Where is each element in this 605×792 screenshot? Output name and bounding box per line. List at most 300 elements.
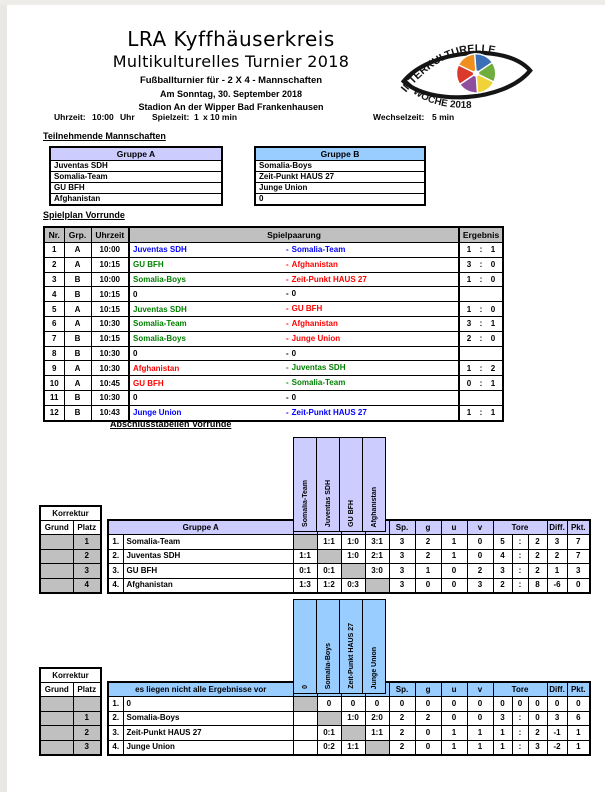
page-title: LRA Kyffhäuserkreis	[127, 27, 335, 51]
platz-label: Platz	[73, 683, 101, 697]
away-team: 0	[291, 392, 297, 402]
wechselzeit-label: Wechselzeit:	[373, 112, 425, 122]
col-pkt: Pkt.	[567, 682, 590, 697]
tore-sep: :	[512, 726, 528, 741]
home-team: Afghanistan	[133, 363, 180, 373]
standings-title-b: es liegen nicht alle Ergebnisse vor	[108, 682, 293, 697]
col-tore: Tore	[493, 520, 547, 535]
match-grp: A	[64, 243, 91, 258]
matrix-result: 2:1	[365, 549, 389, 564]
matrix-result: 1:1	[317, 535, 341, 550]
stat-diff: 2	[547, 549, 567, 564]
stat-g: 2	[415, 711, 441, 726]
match-pairing	[129, 316, 459, 331]
col-g: g	[415, 520, 441, 535]
away-team: Juventas SDH	[291, 363, 346, 373]
stat-u: 1	[441, 726, 467, 741]
matrix-result	[293, 711, 317, 726]
matrix-result	[293, 740, 317, 755]
subtitle-format: Fußballturnier für - 2 X 4 - Mannschaften	[139, 75, 323, 86]
stat-v: 2	[467, 564, 493, 579]
stat-sp: 2	[389, 726, 415, 741]
rotated-team-headers-b	[293, 599, 386, 694]
match-row	[44, 287, 503, 302]
matrix-self	[341, 564, 365, 579]
match-result	[459, 287, 503, 302]
group-a-title: Gruppe A	[50, 147, 222, 161]
match-row	[44, 331, 503, 346]
stat-sp: 3	[389, 578, 415, 593]
stat-diff: -2	[547, 740, 567, 755]
matrix-result: 1:0	[341, 535, 365, 550]
standings-row	[108, 564, 590, 579]
match-nr: 2	[44, 257, 64, 272]
standings-group-a	[39, 437, 590, 590]
stat-v: 0	[467, 535, 493, 550]
match-time: 10:30	[91, 316, 129, 331]
standings-title-a: Gruppe A	[108, 520, 293, 535]
platz-cell: 3	[73, 740, 101, 755]
matrix-self	[365, 740, 389, 755]
match-grp: B	[64, 390, 91, 405]
pair-dash: -	[286, 363, 289, 373]
matrix-result: 0:1	[293, 564, 317, 579]
schedule-header-row	[44, 227, 503, 243]
tore-against: 0	[528, 697, 547, 712]
match-row	[44, 316, 503, 331]
grund-label: Grund	[40, 521, 73, 535]
match-time: 10:00	[91, 243, 129, 258]
matrix-result: 0:3	[341, 578, 365, 593]
standings-row	[108, 711, 590, 726]
match-row	[44, 376, 503, 391]
stat-u: 1	[441, 535, 467, 550]
tore-against: 0	[528, 711, 547, 726]
rotated-team: GU BFH	[347, 500, 355, 527]
rank: 2.	[108, 711, 123, 726]
match-nr: 9	[44, 361, 64, 376]
matrix-self	[317, 549, 341, 564]
matrix-result: 2:0	[365, 711, 389, 726]
match-grp: A	[64, 361, 91, 376]
grund-cell	[40, 711, 73, 726]
tore-sep: :	[512, 535, 528, 550]
match-result: 3 : 1	[459, 316, 503, 331]
tore-for: 3	[493, 564, 512, 579]
stat-pkt: 7	[567, 535, 590, 550]
match-nr: 1	[44, 243, 64, 258]
match-result: 1 : 1	[459, 243, 503, 258]
match-nr: 11	[44, 390, 64, 405]
standings-row	[108, 578, 590, 593]
rotated-team: Junge Union	[370, 646, 378, 689]
logo-text-top: INTERKULTURELLE	[398, 42, 497, 95]
platz-label: Platz	[73, 521, 101, 535]
uhrzeit-unit: Uhr	[120, 112, 135, 122]
pair-dash: -	[286, 259, 289, 269]
pair-dash: -	[286, 333, 289, 343]
match-grp: B	[64, 405, 91, 420]
rotated-team: Zeit-Punkt HAUS 27	[347, 623, 355, 689]
pair-dash: -	[286, 245, 289, 254]
away-team: Afghanistan	[291, 318, 338, 328]
match-grp: A	[64, 302, 91, 317]
match-nr: 8	[44, 346, 64, 361]
col-tore: Tore	[493, 682, 547, 697]
matrix-result: 1:3	[293, 578, 317, 593]
rank: 3.	[108, 726, 123, 741]
teams-heading: Teilnehmende Mannschaften	[43, 131, 166, 141]
col-spielpaarung: Spielpaarung	[129, 227, 459, 243]
grund-cell	[40, 535, 73, 550]
match-grp: B	[64, 331, 91, 346]
platz-cell: 1	[73, 535, 101, 550]
stat-diff: 3	[547, 535, 567, 550]
schedule-table	[43, 226, 504, 422]
tore-for: 3	[493, 711, 512, 726]
pair-dash: -	[286, 274, 289, 284]
tore-against: 2	[528, 726, 547, 741]
col-u: u	[441, 520, 467, 535]
match-time: 10:15	[91, 302, 129, 317]
rank: 4.	[108, 578, 123, 593]
stat-diff: 0	[547, 697, 567, 712]
rotated-team: 0	[301, 685, 309, 689]
stat-u: 0	[441, 564, 467, 579]
match-nr: 10	[44, 376, 64, 391]
match-nr: 4	[44, 287, 64, 302]
team-name: Somalia-Boys	[123, 711, 293, 726]
away-team: Somalia-Team	[291, 378, 346, 388]
stat-pkt: 3	[567, 564, 590, 579]
matrix-result: 0:2	[317, 740, 341, 755]
match-row	[44, 346, 503, 361]
uhrzeit-label: Uhrzeit:	[54, 112, 86, 122]
match-row	[44, 272, 503, 287]
group-a-team: Afghanistan	[50, 194, 222, 206]
interkulturelle-woche-logo	[393, 29, 539, 123]
col-pkt: Pkt.	[567, 520, 590, 535]
matrix-result: 1:1	[341, 740, 365, 755]
matrix-result: 0	[365, 697, 389, 712]
tore-for: 0	[493, 697, 512, 712]
matrix-self	[317, 711, 341, 726]
matrix-result: 0	[341, 697, 365, 712]
platz-cell: 2	[73, 726, 101, 741]
match-pairing	[129, 346, 459, 361]
col-u: u	[441, 682, 467, 697]
match-grp: A	[64, 316, 91, 331]
match-pairing	[129, 376, 459, 391]
stat-g: 0	[415, 726, 441, 741]
rank: 1.	[108, 697, 123, 712]
matrix-result	[293, 726, 317, 741]
col-sp: Sp.	[389, 520, 415, 535]
stat-sp: 3	[389, 564, 415, 579]
home-team: 0	[133, 348, 138, 358]
away-team: Junge Union	[291, 333, 341, 343]
group-b-table	[254, 146, 426, 206]
grund-cell	[40, 740, 73, 755]
tore-against: 2	[528, 535, 547, 550]
tore-sep: :	[512, 740, 528, 755]
matrix-self	[293, 697, 317, 712]
subtitle-venue: Stadion An der Wipper Bad Frankenhausen	[138, 102, 324, 112]
matrix-result: 3:1	[365, 535, 389, 550]
standings-row	[108, 726, 590, 741]
stat-sp: 3	[389, 535, 415, 550]
match-pairing	[129, 272, 459, 287]
team-name: Junge Union	[123, 740, 293, 755]
tore-sep: 0	[512, 697, 528, 712]
matrix-result: 0:1	[317, 726, 341, 741]
group-b-team: 0	[255, 194, 425, 206]
grund-label: Grund	[40, 683, 73, 697]
tore-sep: :	[512, 711, 528, 726]
rank: 3.	[108, 564, 123, 579]
col-nr: Nr.	[44, 227, 64, 243]
tore-against: 3	[528, 740, 547, 755]
match-row	[44, 361, 503, 376]
logo-text-bottom: WOCHE 2018	[410, 86, 472, 111]
match-result: 2 : 0	[459, 331, 503, 346]
stat-diff: 1	[547, 564, 567, 579]
grund-cell	[40, 564, 73, 579]
grund-cell	[40, 578, 73, 593]
matrix-result: 1:2	[317, 578, 341, 593]
standings-row	[108, 697, 590, 712]
match-time: 10:30	[91, 390, 129, 405]
standings-heading: Abschlusstabellen Vorrunde	[110, 419, 232, 429]
group-a-team: Juventas SDH	[50, 161, 222, 172]
korrektur-table-b	[39, 667, 102, 756]
stat-g: 0	[415, 697, 441, 712]
standings-group-b	[39, 599, 590, 752]
tore-for: 1	[493, 726, 512, 741]
pair-dash: -	[286, 348, 289, 358]
match-pairing	[129, 287, 459, 302]
tore-for: 1	[493, 740, 512, 755]
team-name: Somalia-Team	[123, 535, 293, 550]
stat-g: 2	[415, 549, 441, 564]
col-grp: Grp.	[64, 227, 91, 243]
team-name: Zeit-Punkt HAUS 27	[123, 726, 293, 741]
stat-g: 0	[415, 740, 441, 755]
away-team: Afghanistan	[291, 259, 338, 269]
group-a-table	[49, 146, 223, 206]
match-time: 10:43	[91, 405, 129, 420]
scan-edge-top	[0, 0, 605, 5]
match-pairing	[129, 331, 459, 346]
spielzeit-value: 1	[194, 112, 199, 122]
stat-sp: 2	[389, 711, 415, 726]
platz-cell: 4	[73, 578, 101, 593]
rotated-team: Somalia-Boys	[324, 642, 332, 689]
wechselzeit-value: 5 min	[432, 112, 455, 122]
match-result	[459, 346, 503, 361]
match-result	[459, 390, 503, 405]
match-row	[44, 257, 503, 272]
standings-row	[108, 535, 590, 550]
away-team: Zeit-Punkt HAUS 27	[291, 274, 367, 284]
tore-for: 5	[493, 535, 512, 550]
group-b-title: Gruppe B	[255, 147, 425, 161]
match-time: 10:30	[91, 346, 129, 361]
away-team: 0	[291, 289, 297, 299]
col-v: v	[467, 682, 493, 697]
col-ergebnis: Ergebnis	[459, 227, 503, 243]
group-b-team: Zeit-Punkt HAUS 27	[255, 172, 425, 183]
pinwheel-icon	[455, 53, 497, 95]
rotated-team: Somalia-Team	[301, 480, 309, 527]
matrix-self	[341, 726, 365, 741]
stat-v: 0	[467, 697, 493, 712]
standings-row	[108, 549, 590, 564]
stat-diff: 3	[547, 711, 567, 726]
stat-pkt: 0	[567, 697, 590, 712]
match-time: 10:30	[91, 361, 129, 376]
tore-against: 8	[528, 578, 547, 593]
stat-v: 1	[467, 726, 493, 741]
team-name: 0	[123, 697, 293, 712]
stat-u: 0	[441, 697, 467, 712]
match-nr: 12	[44, 405, 64, 420]
col-v: v	[467, 520, 493, 535]
uhrzeit-value: 10:00	[92, 112, 114, 122]
stat-diff: -1	[547, 726, 567, 741]
match-grp: A	[64, 257, 91, 272]
match-nr: 3	[44, 272, 64, 287]
stat-sp: 0	[389, 697, 415, 712]
match-time: 10:15	[91, 331, 129, 346]
pair-dash: -	[286, 289, 289, 299]
pair-dash: -	[286, 407, 289, 417]
match-pairing	[129, 390, 459, 405]
match-row	[44, 302, 503, 317]
stat-sp: 3	[389, 549, 415, 564]
stat-pkt: 7	[567, 549, 590, 564]
away-team: GU BFH	[291, 304, 323, 314]
matrix-result: 1:1	[293, 549, 317, 564]
home-team: GU BFH	[133, 378, 164, 388]
grund-cell	[40, 697, 73, 712]
rank: 4.	[108, 740, 123, 755]
pair-dash: -	[286, 392, 289, 402]
group-a-team: Somalia-Team	[50, 172, 222, 183]
match-result: 3 : 0	[459, 257, 503, 272]
rank: 1.	[108, 535, 123, 550]
standings-row	[108, 740, 590, 755]
tore-sep: :	[512, 549, 528, 564]
platz-cell	[73, 697, 101, 712]
match-nr: 5	[44, 302, 64, 317]
col-diff: Diff.	[547, 682, 567, 697]
home-team: Juventas SDH	[133, 304, 187, 314]
match-row	[44, 390, 503, 405]
matrix-result: 0	[317, 697, 341, 712]
tore-sep: :	[512, 564, 528, 579]
stat-u: 0	[441, 711, 467, 726]
home-team: 0	[133, 393, 138, 403]
match-result: 1 : 0	[459, 302, 503, 317]
group-a-team: GU BFH	[50, 183, 222, 194]
col-g: g	[415, 682, 441, 697]
pair-dash: -	[286, 318, 289, 328]
match-result: 1 : 0	[459, 272, 503, 287]
matrix-result: 1:0	[341, 549, 365, 564]
match-result: 1 : 1	[459, 405, 503, 420]
match-nr: 7	[44, 331, 64, 346]
col-sp: Sp.	[389, 682, 415, 697]
stat-g: 1	[415, 564, 441, 579]
match-nr: 6	[44, 316, 64, 331]
match-grp: A	[64, 376, 91, 391]
matrix-self	[365, 578, 389, 593]
schedule-heading: Spielplan Vorrunde	[43, 210, 125, 220]
home-team: Junge Union	[133, 408, 182, 418]
col-uhrzeit: Uhrzeit	[91, 227, 129, 243]
stat-v: 0	[467, 711, 493, 726]
team-name: GU BFH	[123, 564, 293, 579]
away-team: Zeit-Punkt HAUS 27	[291, 407, 367, 417]
stat-u: 1	[441, 740, 467, 755]
tournament-title: Multikulturelles Turnier 2018	[112, 52, 350, 71]
grund-cell	[40, 549, 73, 564]
home-team: Somalia-Team	[133, 319, 187, 329]
match-time: 10:15	[91, 287, 129, 302]
platz-cell: 2	[73, 549, 101, 564]
pair-dash: -	[286, 378, 289, 388]
match-grp: B	[64, 346, 91, 361]
platz-cell: 3	[73, 564, 101, 579]
team-name: Juventas SDH	[123, 549, 293, 564]
stat-g: 2	[415, 535, 441, 550]
home-team: 0	[133, 289, 138, 299]
korrektur-table-a	[39, 505, 102, 594]
rotated-team: Afghanistan	[370, 486, 378, 527]
stat-sp: 2	[389, 740, 415, 755]
subtitle-date: Am Sonntag, 30. September 2018	[159, 89, 303, 99]
match-time: 10:45	[91, 376, 129, 391]
away-team: Somalia-Team	[291, 245, 346, 254]
korrektur-header: Korrektur	[40, 506, 101, 521]
stat-pkt: 1	[567, 726, 590, 741]
home-team: Somalia-Boys	[133, 334, 186, 344]
tore-for: 4	[493, 549, 512, 564]
tore-sep: :	[512, 578, 528, 593]
stat-pkt: 0	[567, 578, 590, 593]
match-result: 1 : 2	[459, 361, 503, 376]
matrix-self	[293, 535, 317, 550]
stat-v: 0	[467, 549, 493, 564]
match-result: 0 : 1	[459, 376, 503, 391]
match-grp: B	[64, 287, 91, 302]
pair-dash: -	[286, 304, 289, 314]
stat-pkt: 6	[567, 711, 590, 726]
tore-for: 2	[493, 578, 512, 593]
scan-edge-left	[0, 0, 7, 792]
match-time: 10:15	[91, 257, 129, 272]
spielzeit-unit: x 10 min	[203, 112, 238, 122]
grund-cell	[40, 726, 73, 741]
match-grp: B	[64, 272, 91, 287]
tore-against: 2	[528, 564, 547, 579]
matrix-result: 3:0	[365, 564, 389, 579]
match-pairing	[129, 302, 459, 317]
rotated-team-headers-a	[293, 437, 386, 532]
stat-v: 1	[467, 740, 493, 755]
tore-against: 2	[528, 549, 547, 564]
